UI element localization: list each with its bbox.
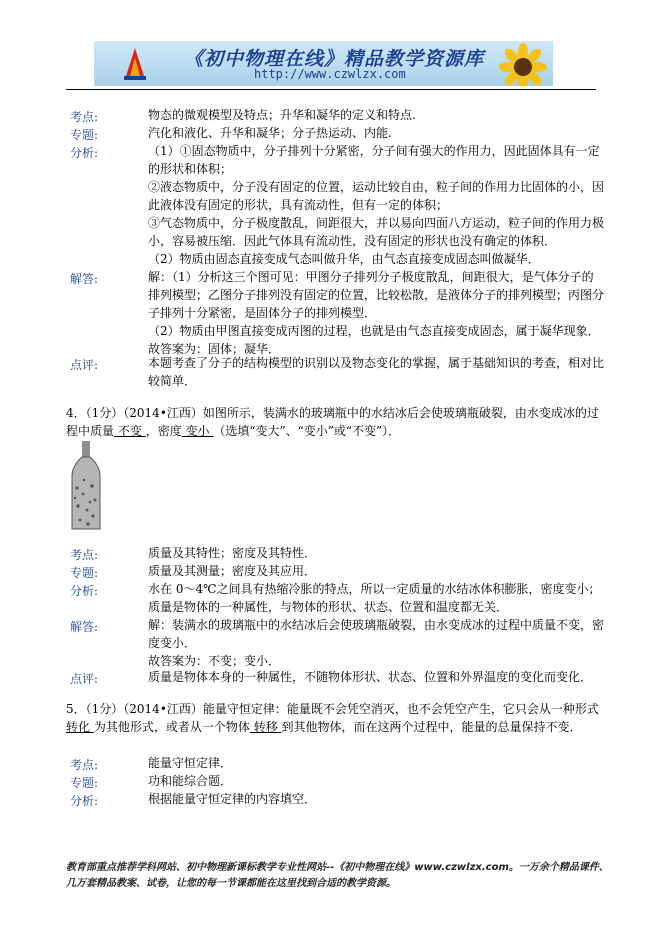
- site-url[interactable]: http://www.czwlzx.com: [254, 67, 406, 81]
- q4-jieda-line: 解：装满水的玻璃瓶中的水结冰后会使玻璃瓶破裂，由水变成冰的过程中质量不变，密: [148, 618, 605, 632]
- q5-stem-mid: 为其他形式，或者从一个物体: [93, 720, 250, 734]
- q5-answer-transfer: 转移: [253, 720, 278, 734]
- label-zhuanti: 专题:: [70, 776, 99, 790]
- label-dianping: 点评:: [70, 358, 99, 372]
- label-jieda: 解答:: [70, 620, 99, 634]
- footer-line-1: 教育部重点推荐学科网站、初中物理新课标教学专业性网站--《初中物理在线》www.czwlzx.com。一万余个精品课件、: [66, 862, 609, 873]
- q5-fenxi-text: 根据能量守恒定律的内容填空．: [148, 792, 317, 806]
- q3-fenxi-line: ③气态物质中，分子极度散乱，间距很大，并以易向四面八方运动，粒子间的作用力极: [148, 216, 605, 230]
- q4-stem-line1: 4．（1分）（2014•江西）如图所示，装满水的玻璃瓶中的水结冰后会使玻璃瓶破裂，由水变成冰的过: [66, 406, 599, 420]
- q3-fenxi-line: 的形状和体积；: [148, 162, 233, 176]
- label-fenxi: 分析:: [70, 794, 99, 808]
- label-kaodian: 考点:: [70, 758, 99, 772]
- q5-kaodian-text: 能量守恒定律．: [148, 756, 233, 770]
- q3-kaodian-text: 物态的微观模型及特点；升华和凝华的定义和特点.: [148, 108, 416, 122]
- q4-fenxi-line: 质量是物体的一种属性，与物体的形状、状态、位置和温度都无关．: [148, 600, 509, 614]
- site-logo-icon: [122, 46, 148, 82]
- header-banner: [94, 41, 553, 86]
- q4-kaodian-text: 质量及其特性；密度及其特性．: [148, 546, 317, 560]
- label-kaodian: 考点:: [70, 110, 99, 124]
- q4-jieda-line: 度变小．: [148, 636, 197, 650]
- page-footer: [66, 860, 609, 892]
- q3-fenxi-line: ②液态物质中，分子没有固定的位置，运动比较自由，粒子间的作用力比固体的小，因: [148, 180, 605, 194]
- bottle-image: [66, 440, 106, 532]
- q3-jieda-line: 排列模型；乙图分子排列没有固定的位置，比较松散，是液体分子的排列模型；丙图分: [148, 288, 605, 302]
- site-title: 《初中物理在线》精品教学资源库: [184, 48, 485, 70]
- footer-line-2: 几万套精品教案、试卷，让您的每一节课都能在这里找到合适的教学资源。: [66, 878, 396, 889]
- q4-stem-mid: ，密度: [145, 424, 182, 438]
- q3-jieda-line: 解：（1）分析这三个图可见：甲图分子排列分子极度散乱，间距很大，是气体分子的: [148, 270, 594, 284]
- label-zhuanti: 专题:: [70, 566, 99, 580]
- q3-zhuanti-text: 汽化和液化、升华和凝华；分子热运动、内能.: [148, 126, 392, 140]
- q4-answer-density: 变小: [185, 424, 210, 438]
- q4-fenxi-line: 水在 0～4℃之间具有热缩冷胀的特点，所以一定质量的水结冰体积膨胀，密度变小；: [148, 582, 601, 596]
- q4-answer-mass: 不变: [117, 424, 142, 438]
- q5-stem-line1: 5．（1分）（2014•江西）能量守恒定律：能量既不会凭空消灭，也不会凭空产生，它只会从一种形式: [66, 702, 599, 716]
- label-kaodian: 考点:: [70, 548, 99, 562]
- q3-jieda-line: 故答案为：固体；凝华．: [148, 342, 281, 356]
- q3-dianping-line: 本题考查了分子的结构模型的识别以及物态变化的掌握，属于基础知识的考查，相对比: [148, 356, 605, 370]
- label-dianping: 点评:: [70, 672, 99, 686]
- q3-dianping-line: 较简单．: [148, 374, 197, 388]
- q3-fenxi-line: 小，容易被压缩．因此气体具有流动性，没有固定的形状也没有确定的体积．: [148, 234, 557, 248]
- q5-stem-post: 到其他物体，而在这两个过程中，能量的总量保持不变．: [281, 720, 582, 734]
- q5-answer-convert: 转化: [66, 720, 91, 734]
- q5-zhuanti-text: 功和能综合题．: [148, 774, 233, 788]
- q3-fenxi-line: 此液体没有固定的形状，具有流动性，但有一定的体积；: [148, 198, 449, 212]
- q4-zhuanti-text: 质量及其测量；密度及其应用．: [148, 564, 317, 578]
- header-divider: [66, 89, 596, 90]
- q5-stem-line2: [66, 718, 582, 736]
- q3-fenxi-line: （1）①固态物质中，分子排列十分紧密，分子间有强大的作用力，因此固体具有一定: [148, 144, 600, 158]
- q3-jieda-line: （2）物质由甲图直接变成丙图的过程，也就是由气态直接变成固态，属于凝华现象．: [148, 324, 600, 338]
- label-fenxi: 分析:: [70, 146, 99, 160]
- q4-stem-post: （选填“变大”、“变小”或“不变”）．: [213, 424, 401, 438]
- label-fenxi: 分析:: [70, 584, 99, 598]
- q4-dianping-text: 质量是物体本身的一种属性，不随物体形状、状态、位置和外界温度的变化而变化．: [148, 670, 593, 684]
- q3-jieda-line: 子排列十分紧密，是固体分子的排列模型．: [148, 306, 377, 320]
- sunflower-icon: [489, 41, 551, 86]
- q4-jieda-line: 故答案为：不变；变小．: [148, 654, 281, 668]
- label-zhuanti: 专题:: [70, 128, 99, 142]
- q3-fenxi-line: （2）物质由固态直接变成气态叫做升华，由气态直接变成固态叫做凝华．: [148, 252, 540, 266]
- q4-stem-line2: [66, 422, 400, 440]
- label-jieda: 解答:: [70, 272, 99, 286]
- q4-stem-pre: 程中质量: [66, 424, 115, 438]
